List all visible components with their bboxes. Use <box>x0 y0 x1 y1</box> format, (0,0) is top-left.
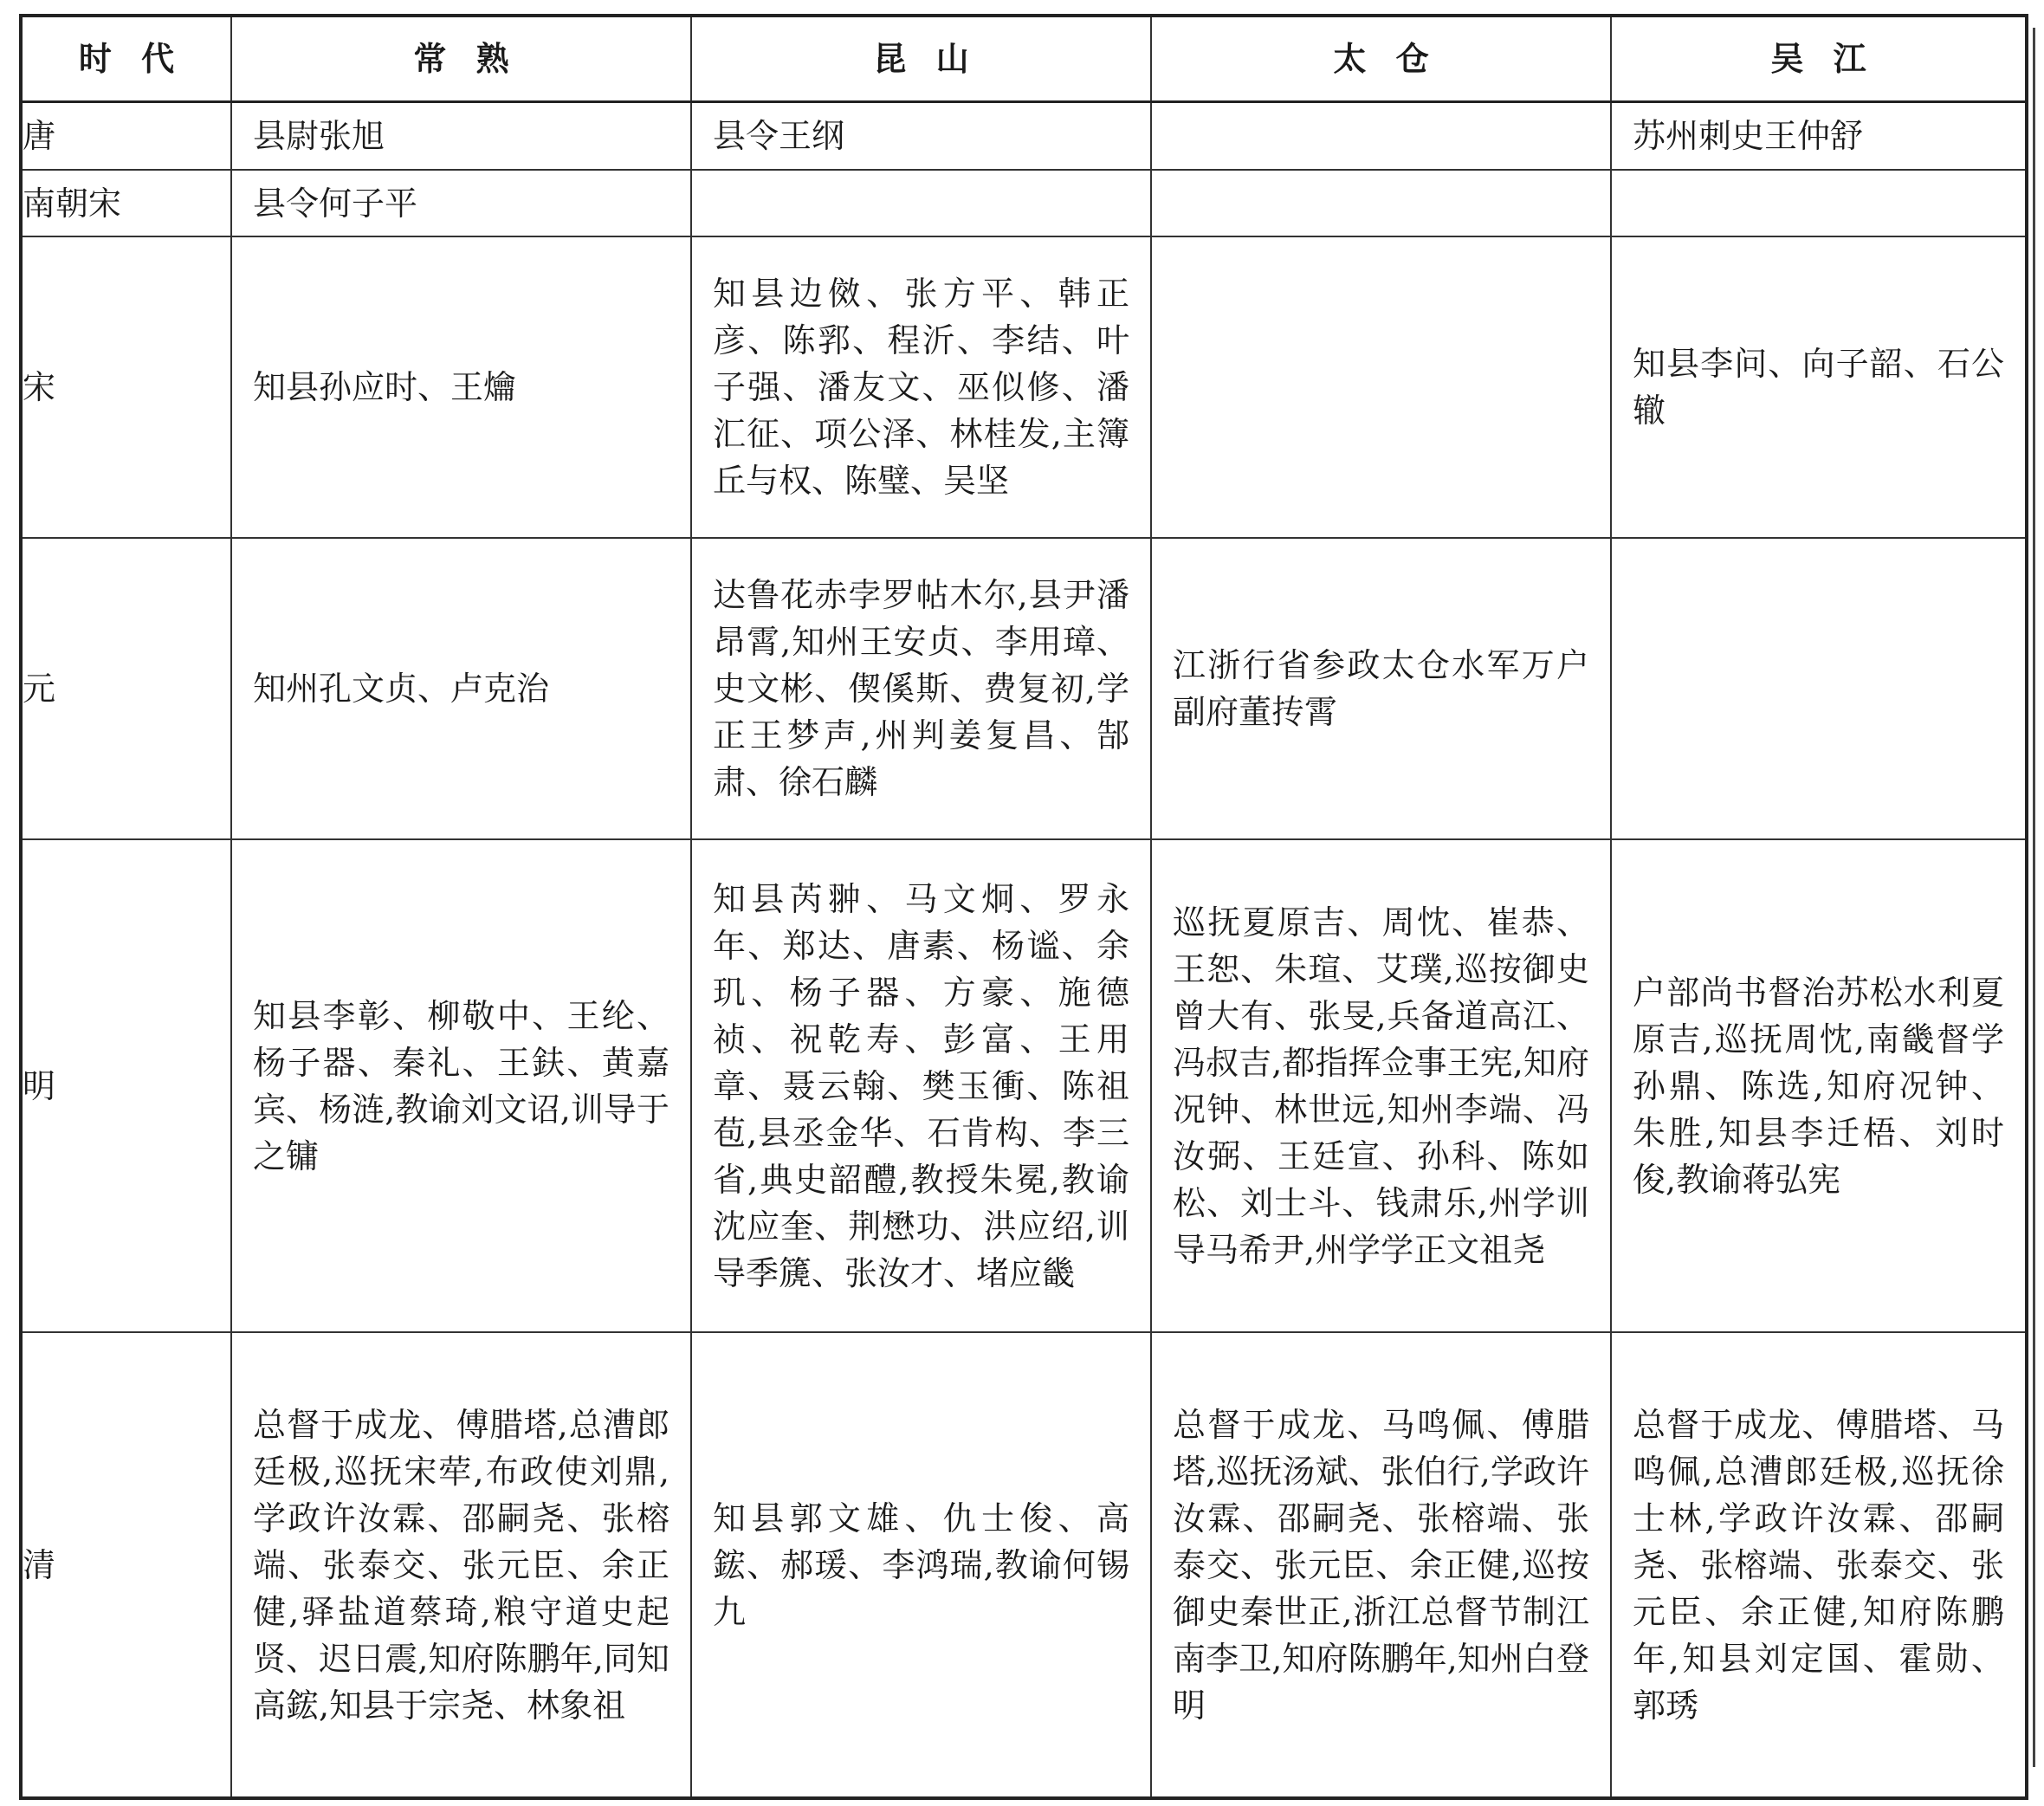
table-row-ming <box>21 839 2027 1332</box>
taicang-cell <box>1151 236 1611 538</box>
changshu-cell: 总督于成龙、傅腊塔,总漕郎廷极,巡抚宋荦,布政使刘鼎,学政许汝霖、邵嗣尧、张榕端、张泰交、张元臣、余正健,驿盐道蔡琦,粮守道史起贤、迟日震,知府陈鹏年,同知高鋐,知县于宗尧、林象祖 <box>231 1332 691 1798</box>
taicang-cell: 江浙行省参政太仓水军万户副府董抟霄 <box>1151 538 1611 839</box>
kunshan-cell: 知县郭文雄、仇士俊、高鋐、郝瑗、李鸿瑞,教谕何锡九 <box>691 1332 1151 1798</box>
kunshan-cell: 县令王纲 <box>691 102 1151 171</box>
wujiang-cell <box>1611 538 2027 839</box>
kunshan-cell: 达鲁花赤孛罗帖木尔,县尹潘昂霄,知州王安贞、李用璋、史文彬、偰傒斯、费复初,学正王梦声,州判姜复昌、郜肃、徐石麟 <box>691 538 1151 839</box>
taicang-cell <box>1151 170 1611 236</box>
wujiang-cell: 总督于成龙、傅腊塔、马鸣佩,总漕郎廷极,巡抚徐士林,学政许汝霖、邵嗣尧、张榕端、张泰交、张元臣、余正健,知府陈鹏年,知县刘定国、霍勋、郭琇 <box>1611 1332 2027 1798</box>
wujiang-cell: 知县李问、向子韶、石公辙 <box>1611 236 2027 538</box>
wujiang-cell: 户部尚书督治苏松水利夏原吉,巡抚周忱,南畿督学孙鼎、陈选,知府况钟、朱胜,知县李迁梧、刘时俊,教谕蒋弘宪 <box>1611 839 2027 1332</box>
header-wujiang: 吴江 <box>1611 16 2027 102</box>
table-row-qing <box>21 1332 2027 1798</box>
era-cell: 元 <box>21 538 231 839</box>
kunshan-cell: 知县芮翀、马文炯、罗永年、郑达、唐素、杨谧、余玑、杨子器、方豪、施德祯、祝乾寿、彭富、王用章、聂云翰、樊玉衝、陈祖苞,县丞金华、石肯构、李三省,典史韶醴,教授朱冕,教谕沈应奎、荆懋功、洪应绍,训导季篪、张汝才、堵应畿 <box>691 839 1151 1332</box>
changshu-cell: 县令何子平 <box>231 170 691 236</box>
era-cell: 明 <box>21 839 231 1332</box>
era-cell: 宋 <box>21 236 231 538</box>
header-row <box>21 16 2027 102</box>
header-taicang: 太仓 <box>1151 16 1611 102</box>
officials-table-wrapper <box>19 14 2028 1800</box>
era-cell: 南朝宋 <box>21 170 231 236</box>
header-changshu: 常熟 <box>231 16 691 102</box>
right-margin-rule <box>2033 28 2035 1767</box>
era-cell: 唐 <box>21 102 231 171</box>
taicang-cell: 总督于成龙、马鸣佩、傅腊塔,巡抚汤斌、张伯行,学政许汝霖、邵嗣尧、张榕端、张泰交、张元臣、余正健,巡按御史秦世正,浙江总督节制江南李卫,知府陈鹏年,知州白登明 <box>1151 1332 1611 1798</box>
officials-table <box>19 14 2028 1800</box>
wujiang-cell <box>1611 170 2027 236</box>
changshu-cell: 知县李彰、柳敬中、王纶、杨子器、秦礼、王鈇、黄嘉宾、杨涟,教谕刘文诏,训导于之镛 <box>231 839 691 1332</box>
header-era: 时代 <box>21 16 231 102</box>
changshu-cell: 县尉张旭 <box>231 102 691 171</box>
table-row-song <box>21 236 2027 538</box>
header-kunshan: 昆山 <box>691 16 1151 102</box>
taicang-cell: 巡抚夏原吉、周忱、崔恭、王恕、朱瑄、艾璞,巡按御史曾大有、张旻,兵备道高江、冯叔吉,都指挥佥事王宪,知府况钟、林世远,知州李端、冯汝弼、王廷宣、孙科、陈如松、刘士斗、钱肃乐,州学训导马希尹,州学学正文祖尧 <box>1151 839 1611 1332</box>
table-row-tang <box>21 102 2027 171</box>
changshu-cell: 知州孔文贞、卢克治 <box>231 538 691 839</box>
taicang-cell <box>1151 102 1611 171</box>
table-row-yuan <box>21 538 2027 839</box>
changshu-cell: 知县孙应时、王爚 <box>231 236 691 538</box>
table-row-nanchao-song <box>21 170 2027 236</box>
kunshan-cell: 知县边傚、张方平、韩正彦、陈郛、程沂、李结、叶子强、潘友文、巫似修、潘汇征、项公泽、林桂发,主簿丘与权、陈璧、吴坚 <box>691 236 1151 538</box>
kunshan-cell <box>691 170 1151 236</box>
era-cell: 清 <box>21 1332 231 1798</box>
wujiang-cell: 苏州刺史王仲舒 <box>1611 102 2027 171</box>
